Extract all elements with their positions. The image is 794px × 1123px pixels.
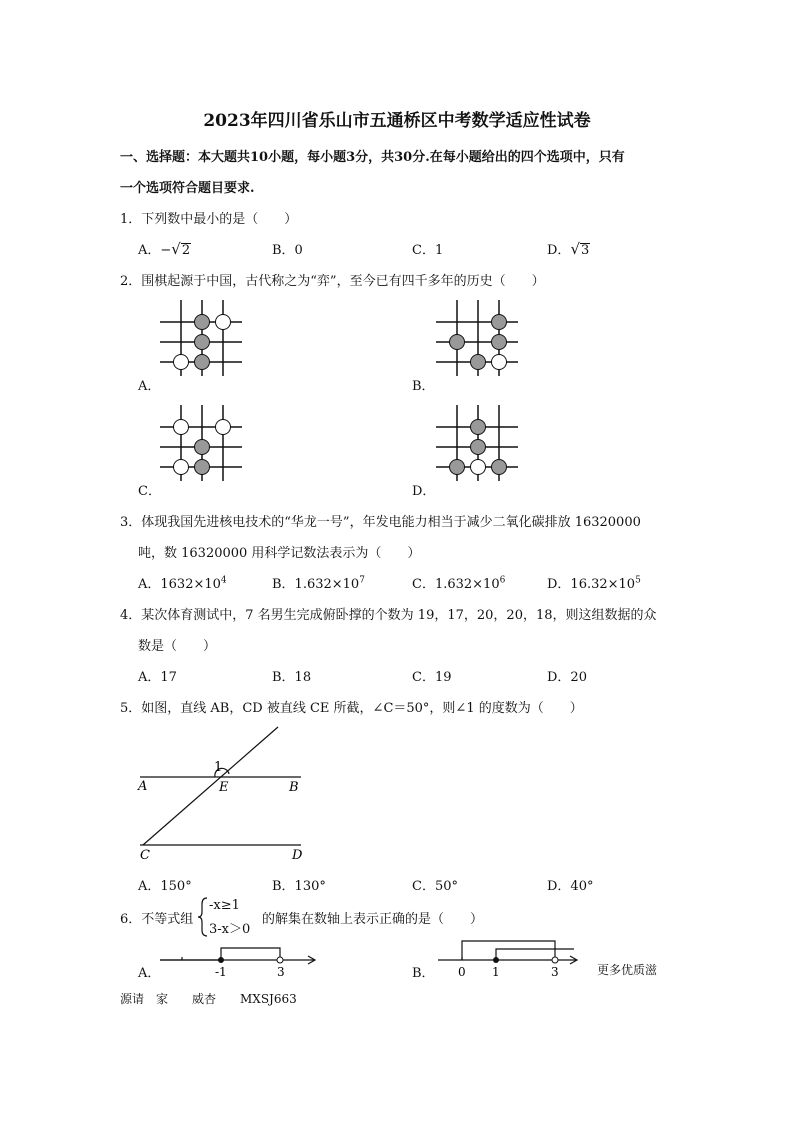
q1-option-c: C．1 bbox=[412, 243, 444, 258]
q5-option-b: B．130° bbox=[272, 879, 326, 894]
go-board-b bbox=[436, 300, 522, 376]
label-a: A bbox=[138, 779, 148, 794]
q1-option-d: D．√3 bbox=[547, 240, 590, 258]
solid-point-icon bbox=[493, 957, 499, 963]
label-b: B bbox=[289, 780, 299, 795]
q5-stem: 5．如图，直线 AB，CD 被直线 CE 所截，∠C＝50°，则∠1 的度数为（ ） bbox=[120, 701, 583, 716]
open-point-icon bbox=[552, 957, 558, 963]
q2-label-d: D． bbox=[412, 484, 436, 499]
q4-option-d: D．20 bbox=[547, 670, 587, 685]
q6-label-a: A． bbox=[138, 966, 161, 981]
q4-stem-line2: 数是（ ） bbox=[138, 639, 217, 654]
q6-inequality-1: -x≥1 bbox=[209, 898, 240, 913]
line-ce bbox=[143, 727, 278, 845]
label-d: D bbox=[292, 848, 303, 863]
q3-option-d: D．$16.32\times 10^5$ bbox=[547, 575, 641, 592]
q5-option-c: C．50° bbox=[412, 879, 458, 894]
solid-point-icon bbox=[218, 957, 224, 963]
watermark-right: 更多优质滋 bbox=[597, 963, 658, 977]
go-board-d bbox=[436, 405, 522, 481]
watermark-left: 源请 家 威杏 MXSJ663 bbox=[120, 992, 297, 1006]
q1-option-a: A．−√2 bbox=[138, 240, 191, 258]
q3-option-c: C．$1.632\times 10^6$ bbox=[412, 575, 506, 592]
brace-icon bbox=[197, 896, 209, 938]
tick-label-0: 0 bbox=[458, 965, 466, 979]
label-angle-1: 1 bbox=[214, 760, 223, 775]
q3-option-a: A．$1632\times 10^4$ bbox=[138, 575, 227, 592]
q4-stem-line1: 4．某次体育测试中，7 名男生完成俯卧撑的个数为 19，17，20，20，18，则这组数据的众 bbox=[120, 608, 657, 623]
tick-label-neg1: -1 bbox=[215, 965, 227, 978]
q3-option-b: B．$1.632\times 10^7$ bbox=[272, 575, 365, 592]
q6-label-b: B． bbox=[412, 966, 435, 981]
tick-label-3: 3 bbox=[277, 965, 285, 978]
q1-option-b: B．0 bbox=[272, 243, 303, 258]
q3-stem-line1: 3．体现我国先进核电技术的“华龙一号”，年发电能力相当于减少二氧化碳排放 16320000 bbox=[120, 515, 641, 530]
q5-geometry-figure bbox=[135, 722, 310, 864]
q6-inequality-2: 3-x＞0 bbox=[209, 922, 251, 937]
label-e: E bbox=[219, 780, 229, 795]
q4-option-b: B．18 bbox=[272, 670, 312, 685]
section-instruction-line1: 一、选择题：本大题共10小题，每小题3分，共30分.在每小题给出的四个选项中，只有 bbox=[120, 150, 625, 165]
go-board-a bbox=[160, 300, 246, 376]
q6-number-line-b bbox=[434, 935, 584, 979]
tick-label-1: 1 bbox=[492, 965, 500, 979]
open-point-icon bbox=[277, 957, 283, 963]
q6-number-line-a bbox=[158, 938, 320, 978]
q1-stem: 1．下列数中最小的是（ ） bbox=[120, 212, 298, 227]
q2-label-a: A． bbox=[138, 379, 161, 394]
q4-option-c: C．19 bbox=[412, 670, 452, 685]
tick-label-3: 3 bbox=[551, 965, 559, 979]
go-board-c bbox=[160, 405, 246, 481]
q2-label-c: C． bbox=[138, 484, 161, 499]
q3-stem-line2: 吨，数 16320000 用科学记数法表示为（ ） bbox=[138, 546, 421, 561]
q5-option-d: D．40° bbox=[547, 879, 594, 894]
label-c: C bbox=[140, 848, 150, 863]
q6-stem-pre: 6．不等式组 bbox=[120, 912, 194, 927]
q4-option-a: A．17 bbox=[138, 670, 177, 685]
q2-label-b: B． bbox=[412, 379, 435, 394]
q5-option-a: A．150° bbox=[138, 879, 192, 894]
page-title: 2023年四川省乐山市五通桥区中考数学适应性试卷 bbox=[203, 111, 591, 131]
q6-stem-post: 的解集在数轴上表示正确的是（ ） bbox=[262, 912, 484, 927]
section-instruction-line2: 一个选项符合题目要求. bbox=[120, 181, 255, 196]
q2-stem: 2．围棋起源于中国，古代称之为“弈”，至今已有四千多年的历史（ ） bbox=[120, 274, 545, 289]
